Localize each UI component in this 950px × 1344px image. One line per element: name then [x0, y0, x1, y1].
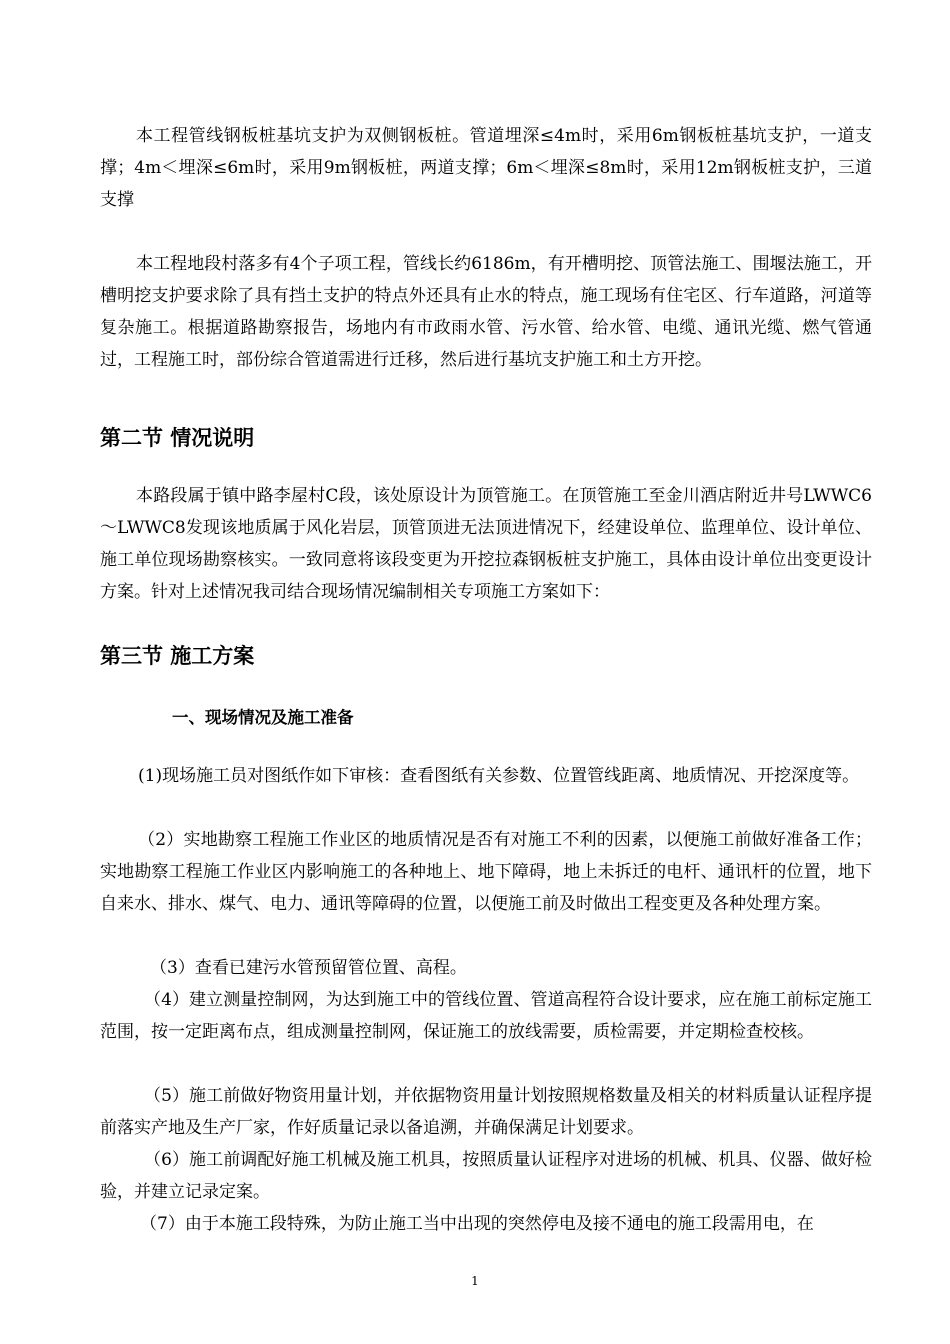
list-item-2: （2）实地勘察工程施工作业区的地质情况是否有对施工不利的因素，以便施工前做好准备工作；实地勘察工程施工作业区内影响施工的各种地上、地下障碍，地上未拆迁的电杆、通讯杆的位置，地下自来水、排水、煤气、电力、通讯等障碍的位置，以便施工前及时做出工程变更及各种处理方案。 — [100, 830, 872, 914]
intro-paragraph-2: 本工程地段村落多有4个子项工程，管线长约6186m，有开槽明挖、顶管法施工、围堰法施工，开槽明挖支护要求除了具有挡土支护的特点外还具有止水的特点，施工现场有住宅区、行车道路，河道等复杂施工。根据道路勘察报告，场地内有市政雨水管、污水管、给水管、电缆、通讯光缆、燃气管通过，工程施工时，部份综合管道需进行迁移，然后进行基坑支护施工和土方开挖。 — [100, 254, 872, 370]
section-2-paragraph: 本路段属于镇中路李屋村C段，该处原设计为顶管施工。在顶管施工至金川酒店附近井号LWWC6～LWWC8发现该地质属于风化岩层，顶管顶进无法顶进情况下，经建设单位、监理单位、设计单位、施工单位现场勘察核实。一致同意将该段变更为开挖拉森钢板桩支护施工，具体由设计单位出变更设计方案。针对上述情况我司结合现场情况编制相关专项施工方案如下： — [100, 486, 872, 602]
list-item-1: (1)现场施工员对图纸作如下审核：查看图纸有关参数、位置管线距离、地质情况、开挖深度等。 — [138, 766, 860, 786]
list-item-7: （7）由于本施工段特殊，为防止施工当中出现的突然停电及接不通电的施工段需用电，在 — [140, 1214, 814, 1234]
section-2-heading: 第二节 情况说明 — [100, 426, 255, 450]
section-3-subheading: 一、现场情况及施工准备 — [172, 708, 354, 727]
page-number: 1 — [471, 1274, 479, 1288]
list-item-4: （4）建立测量控制网，为达到施工中的管线位置、管道高程符合设计要求，应在施工前标定施工范围，按一定距离布点，组成测量控制网，保证施工的放线需要，质检需要，并定期检查校核。 — [100, 990, 872, 1042]
intro-paragraph-1: 本工程管线钢板桩基坑支护为双侧钢板桩。管道埋深≤4m时，采用6m钢板桩基坑支护，一道支撑；4m＜埋深≤6m时，采用9m钢板桩，两道支撑；6m＜埋深≤8m时，采用12m钢板桩支护，三道支撑 — [100, 126, 872, 210]
list-item-6: （6）施工前调配好施工机械及施工机具，按照质量认证程序对进场的机械、机具、仪器、做好检验，并建立记录定案。 — [100, 1150, 872, 1202]
list-item-5: （5）施工前做好物资用量计划，并依据物资用量计划按照规格数量及相关的材料质量认证程序提前落实产地及生产厂家，作好质量记录以备追溯，并确保满足计划要求。 — [100, 1086, 872, 1138]
list-item-3: （3）查看已建污水管预留管位置、高程。 — [150, 958, 467, 978]
section-3-heading: 第三节 施工方案 — [100, 644, 255, 668]
